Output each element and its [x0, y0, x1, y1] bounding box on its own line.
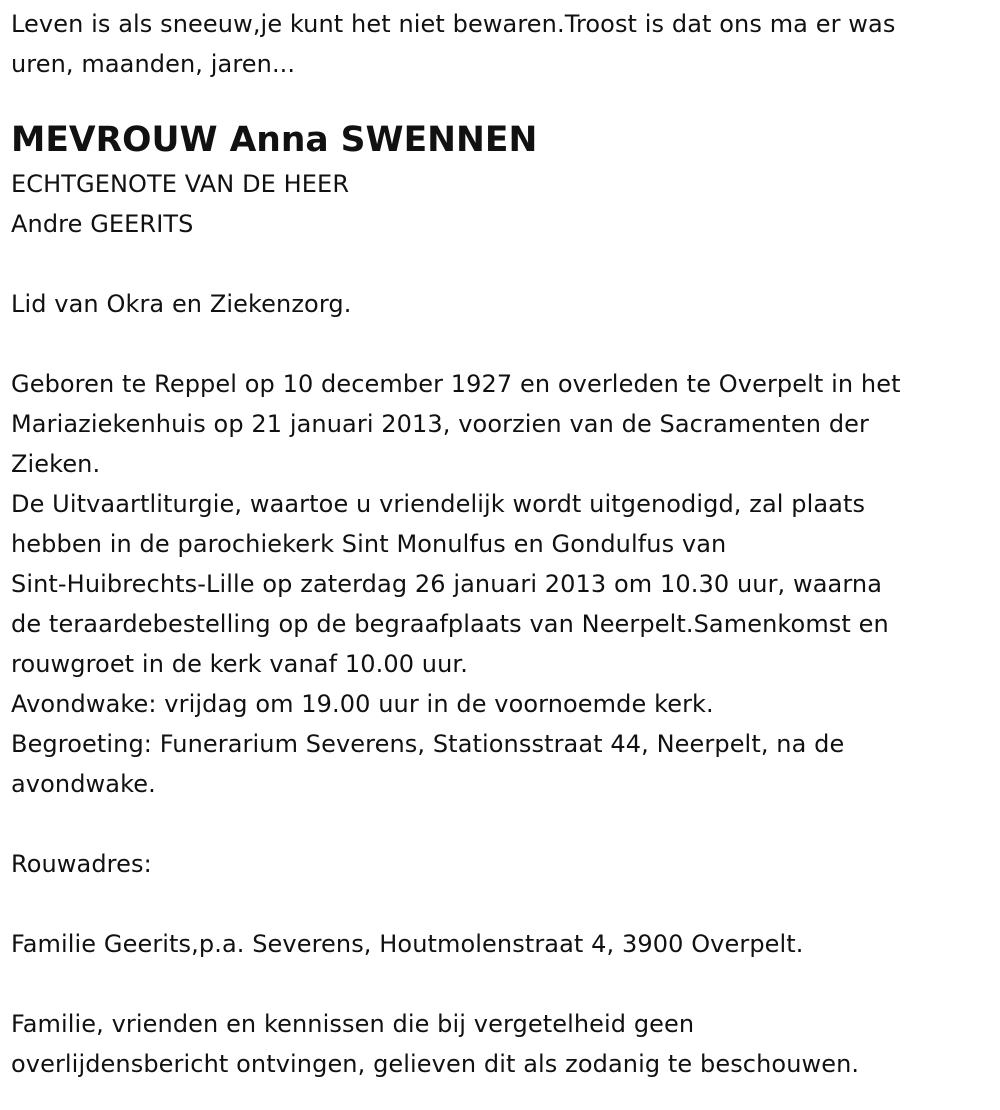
spacer	[11, 964, 996, 1004]
details-line: Mariaziekenhuis op 21 januari 2013, voorzien van de Sacramenten der	[11, 410, 869, 438]
obituary-notice	[11, 4, 996, 1084]
details-line: Begroeting: Funerarium Severens, Stationsstraat 44, Neerpelt, na de	[11, 730, 845, 758]
details-line: de teraardebestelling op de begraafplaats van Neerpelt.Samenkomst en	[11, 610, 889, 638]
address-value: Familie Geerits,p.a. Severens, Houtmolenstraat 4, 3900 Overpelt.	[11, 930, 804, 958]
spacer	[11, 804, 996, 844]
address-label: Rouwadres:	[11, 850, 152, 878]
spouse-name: Andre GEERITS	[11, 210, 194, 238]
spacer	[11, 244, 996, 284]
membership-text: Lid van Okra en Ziekenzorg.	[11, 290, 352, 318]
details-line: Zieken.	[11, 450, 101, 478]
details-line: Geboren te Reppel op 10 december 1927 en overleden te Overpelt in het	[11, 370, 901, 398]
details-line: avondwake.	[11, 770, 156, 798]
spacer	[11, 324, 996, 364]
relation-text: ECHTGENOTE VAN DE HEER	[11, 170, 350, 198]
details-line: De Uitvaartliturgie, waartoe u vriendelijk wordt uitgenodigd, zal plaats	[11, 490, 866, 518]
closing-line: Familie, vrienden en kennissen die bij vergetelheid geen	[11, 1010, 695, 1038]
motto-line-1: Leven is als sneeuw,je kunt het niet bewaren.Troost is dat ons ma er was	[11, 10, 896, 38]
motto-line-2: uren, maanden, jaren...	[11, 50, 296, 78]
closing-line: overlijdensbericht ontvingen, gelieven dit als zodanig te beschouwen.	[11, 1050, 860, 1078]
deceased-name: MEVROUW Anna SWENNEN	[11, 120, 538, 160]
spacer	[11, 884, 996, 924]
details-line: hebben in de parochiekerk Sint Monulfus en Gondulfus van	[11, 530, 727, 558]
details-line: Avondwake: vrijdag om 19.00 uur in de voornoemde kerk.	[11, 690, 714, 718]
details-line: rouwgroet in de kerk vanaf 10.00 uur.	[11, 650, 468, 678]
details-line: Sint-Huibrechts-Lille op zaterdag 26 januari 2013 om 10.30 uur, waarna	[11, 570, 882, 598]
